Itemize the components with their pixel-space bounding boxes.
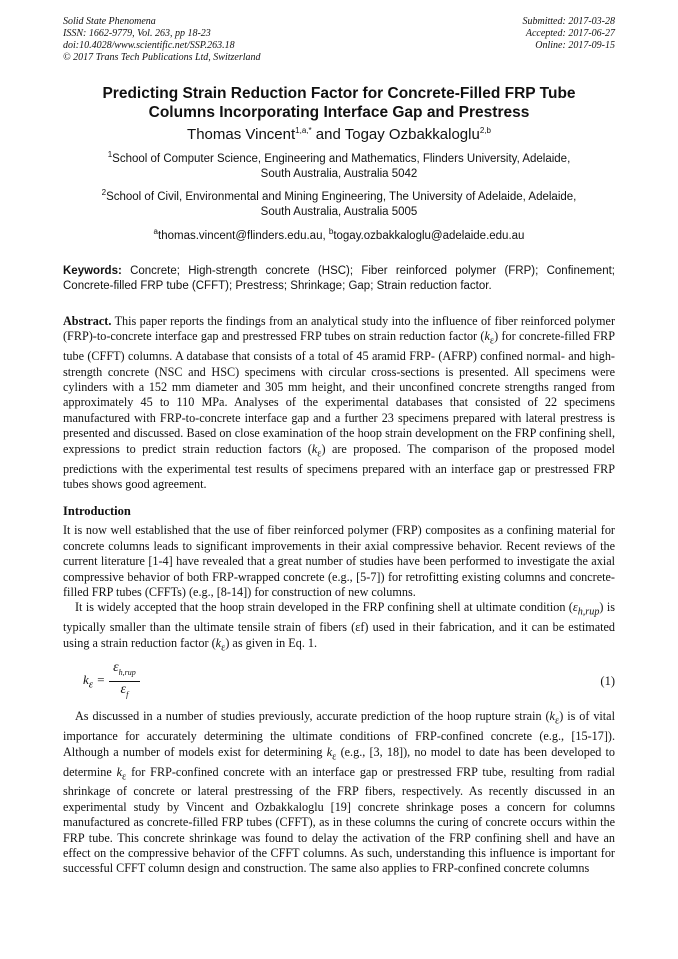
- submitted-date: Submitted: 2017-03-28: [522, 16, 615, 27]
- abstract-k-2: k: [311, 441, 318, 456]
- doi: doi:10.4028/www.scientific.net/SSP.263.18: [63, 40, 235, 51]
- eq-numerator: [109, 660, 140, 682]
- author-2-sup: 2,b: [479, 126, 491, 135]
- eq-den-eps: ε: [120, 681, 127, 697]
- intro-heading: Introduction: [63, 504, 131, 519]
- affiliation-1: [63, 152, 615, 182]
- eq-denominator: [121, 682, 129, 703]
- email-a[interactable]: thomas.vincent@flinders.edu.au: [158, 230, 323, 242]
- p2-eps: ε: [572, 600, 578, 615]
- eq-k-sub: ε: [88, 678, 94, 691]
- abstract-k-sub: ε: [489, 335, 495, 347]
- author-and: and: [311, 126, 345, 143]
- copyright: © 2017 Trans Tech Publications Ltd, Switzerland: [63, 52, 261, 63]
- aff-2-sup: 2: [101, 188, 107, 198]
- journal-name: Solid State Phenomena: [63, 16, 156, 27]
- eq-k: k: [83, 672, 89, 688]
- email-b[interactable]: togay.ozbakkaloglu@adelaide.edu.au: [333, 230, 525, 242]
- affiliation-2: [63, 190, 615, 220]
- author-2: Togay Ozbakkaloglu: [344, 126, 480, 143]
- issn: ISSN: 1662-9779, Vol. 263, pp 18-23: [63, 28, 211, 39]
- p2-text-c: ) as given in Eq. 1.: [225, 635, 318, 650]
- author-1-sup: 1,a,*: [295, 126, 312, 135]
- author-1: Thomas Vincent: [187, 126, 296, 143]
- p2-text-b: ) is typically smaller than the ultimate tensile strain of fibers (εf) used in their fabrication, and it can be estimated using a strain reduction factor (: [63, 600, 615, 650]
- intro-paragraph-1: It is now well established that the use of fiber reinforced polymer (FRP) composites as a confining material for concrete columns leads to significant improvements in their axial compressive behavior. Recent reviews of the current literature [1-4] have revealed that a great number of studies have been performed to investigate the axial compressive behavior of both FRP-wrapped concrete (e.g., [5-7]) for retrofitting existing columns and concrete-filled FRP tubes (CFFTs) (e.g., [8-14]) for construction of new columns.: [63, 523, 615, 599]
- eq-den-sub: f: [126, 689, 129, 699]
- aff-2-line-2: South Australia, Australia 5005: [260, 206, 418, 218]
- p3-text-c: (e.g., [3, 18]), no model to date has been developed to determine: [63, 744, 615, 779]
- p2-k-sub: ε: [221, 642, 226, 654]
- abstract-text-1: This paper reports the findings from an analytical study into the influence of fiber reinforced polymer (FRP)-to-concrete interface gap and prestressed FRP tubes on strain reduction factor (: [63, 314, 615, 344]
- paper-page: [63, 16, 615, 877]
- eq-fraction: [109, 660, 140, 703]
- p3-k-1: k: [549, 709, 555, 724]
- aff-1-line-1: School of Computer Science, Engineering and Mathematics, Flinders University, Adelaide,: [112, 153, 571, 165]
- abstract: [63, 314, 615, 492]
- eq-lhs: [83, 672, 105, 691]
- accepted-date: Accepted: 2017-06-27: [525, 28, 615, 39]
- header-right: [523, 16, 616, 64]
- p3-k-3: k: [116, 764, 122, 779]
- author-emails: [63, 227, 615, 242]
- p3-k-3-sub: ε: [122, 771, 127, 782]
- abstract-text-2: ) for concrete-filled FRP tube (CFFT) columns. A database that consists of a total of 45 aramid FRP- (AFRP) confined normal- and high-strength concrete (NSC and HSC) specimens with circular cross-sections is presented. All specimens were cylinders with a 152 mm diameter and 305 mm height, and their unconfined concrete strengths ranged from approximately 45 to 110 MPa. Analyses of the experimental databases that consisted of 22 specimens manufactured with FRP-to-concrete interface gap and a further 23 specimens prepared with lateral prestress is presented and discussed. Based on close examination of the hoop strain development on the FRP confining shell, expressions to predict strain reduction factors (: [63, 329, 615, 456]
- email-a-sup: a: [153, 227, 158, 237]
- equation-number: (1): [600, 673, 615, 688]
- p2-text-a: It is widely accepted that the hoop strain developed in the FRP confining shell at ultimate condition (: [75, 600, 573, 615]
- aff-1-line-2: South Australia, Australia 5042: [260, 168, 418, 180]
- p3-k-2: k: [326, 744, 333, 759]
- p3-k-1-sub: ε: [554, 715, 560, 727]
- keywords-text: Concrete; High-strength concrete (HSC); Fiber reinforced polymer (FRP); Confinement; Concrete-filled FRP tube (CFFT); Prestress; Shrinkage; Gap; Strain reduction factor.: [63, 265, 615, 292]
- journal-header: [63, 16, 615, 64]
- p3-text-a: As discussed in a number of studies previously, accurate prediction of the hoop rupture strain (: [75, 709, 550, 724]
- title-line-2: Columns Incorporating Interface Gap and Prestress: [148, 104, 530, 121]
- email-sep: ,: [322, 230, 329, 242]
- eq-num-eps: ε: [113, 660, 119, 676]
- author-list: [63, 126, 615, 144]
- abstract-label: Abstract.: [63, 314, 112, 328]
- p2-eps-sub: h,rup: [577, 606, 600, 618]
- intro-paragraph-2: [63, 600, 615, 655]
- header-left: [63, 16, 261, 64]
- abstract-k-sub-2: ε: [317, 448, 322, 460]
- p3-text-b: ) is of vital importance for accurately determining the ultimate conditions of FRP-confined concrete (e.g., [15-17]). Although a number of models exist for determining: [63, 709, 615, 759]
- abstract-k: k: [484, 329, 490, 344]
- intro-paragraph-3: [63, 709, 615, 876]
- keywords: [63, 264, 615, 294]
- title-line-1: Predicting Strain Reduction Factor for Concrete-Filled FRP Tube: [102, 85, 576, 102]
- p3-k-2-sub: ε: [332, 751, 337, 763]
- aff-2-line-1: School of Civil, Environmental and Mining Engineering, The University of Adelaide, Adelaide,: [106, 191, 577, 203]
- p2-k: k: [215, 635, 222, 650]
- eq-equals: =: [93, 672, 106, 688]
- keywords-label: Keywords:: [63, 265, 122, 277]
- email-b-sup: b: [328, 227, 334, 237]
- eq-num-sub: h,rup: [118, 667, 136, 677]
- paper-title: [63, 84, 615, 122]
- abstract-text-3: ) are proposed. The comparison of the proposed model predictions with the experimental test results of specimens prepared with an interface gap or prestressed FRP tubes shows good agreement.: [63, 441, 615, 491]
- equation-1: [63, 661, 615, 701]
- aff-1-sup: 1: [107, 150, 113, 160]
- online-date: Online: 2017-09-15: [535, 40, 615, 51]
- p3-text-d: for FRP-confined concrete with an interface gap or prestressed FRP tube, resulting from radial shrinkage of concrete or lateral prestressing of the FRP fibers, respectively. As recently discussed in an experimental study by Vincent and Ozbakkaloglu [19] concrete shrinkage poses a concern for columns manufactured as concrete-filled FRP tubes (CFFT), as in these columns the curing of concrete occurs within the FRP tube. This concrete shrinkage was found to delay the activation of the FRP confining shell and have an effect on the compressive behavior of the CFFT columns. As such, understanding this influence is important for successful CFFT column design and construction. The same also applies to FRP-confined concrete columns: [63, 764, 615, 876]
